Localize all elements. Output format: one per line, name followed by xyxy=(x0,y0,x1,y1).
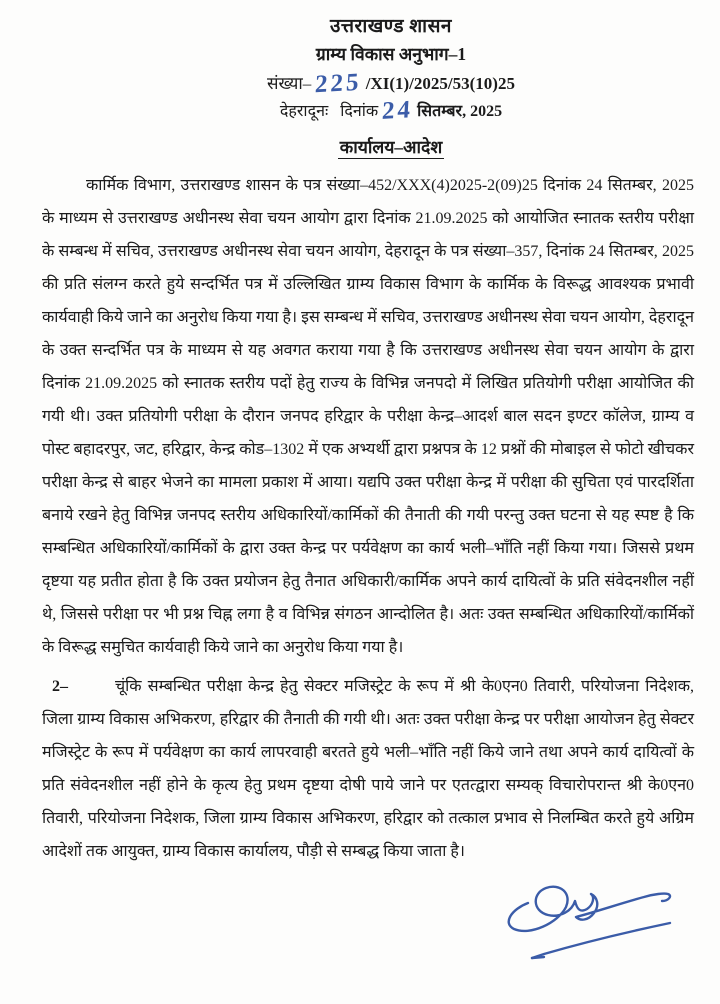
signature-block xyxy=(492,861,692,966)
date-label: दिनांक xyxy=(340,103,379,120)
paragraph-2 xyxy=(42,670,694,868)
date-month-year: सितम्बर, 2025 xyxy=(417,103,503,120)
signature-ink-icon xyxy=(492,861,692,966)
reference-number-handwritten-ink: 225 xyxy=(314,68,363,99)
paragraph-2-text: चूंकि सम्बन्धित परीक्षा केन्द्र हेतु सेक्टर मजिस्ट्रेट के रूप में श्री के0एन0 तिवारी, परियोजना निदेशक, जिला ग्राम्य विकास अभिकरण, हरिद्वार की तैनाती की गयी थी। अतः उक्त परीक्षा केन्द्र पर परीक्षा आयोजन हेतु सेक्टर मजिस्ट्रेट के रूप में पर्यवेक्षण का कार्य लापरवाही बरतते हुये भली–भाँति नहीं किये जाने तथा अपने कार्य दायित्वों के प्रति संवेदनशील नहीं होने के कृत्य हेतु प्रथम दृष्टया दोषी पाये जाने पर एतत्द्वारा सम्यक् विचारोपरान्त श्री के0एन0 तिवारी, परियोजना निदेशक, जिला ग्राम्य विकास अभिकरण, हरिद्वार को तत्काल प्रभाव से निलम्बित करते हुये अग्रिम आदेशों तक आयुक्त, ग्राम्य विकास कार्यालय, पौड़ी से सम्बद्ध किया जाता है। xyxy=(42,678,694,860)
office-order-heading xyxy=(62,135,720,159)
reference-number-code: /XI(1)/2025/53(10)25 xyxy=(365,74,515,93)
reference-number-line xyxy=(62,68,720,99)
office-order-heading-text: कार्यालय–आदेश xyxy=(339,137,443,157)
department-section-name: ग्राम्य विकास अनुभाग–1 xyxy=(315,44,467,64)
place-date-line xyxy=(62,98,720,123)
reference-number-label: संख्या– xyxy=(267,74,312,93)
paragraph-1: कार्मिक विभाग, उत्तराखण्ड शासन के पत्र संख्या–452/XXX(4)2025-2(09)25 दिनांक 24 सितम्बर, 2025 के माध्यम से उत्तराखण्ड अधीनस्थ सेवा चयन आयोग द्वारा दिनांक 21.09.2025 को आयोजित स्नातक स्तरीय परीक्षा के सम्बन्ध में सचिव, उत्तराखण्ड अधीनस्थ सेवा चयन आयोग, देहरादून के पत्र संख्या–357, दिनांक 24 सितम्बर, 2025 की प्रति संलग्न करते हुये सन्दर्भित पत्र में उल्लिखित ग्राम्य विकास विभाग के कार्मिक के विरूद्ध आवश्यक प्रभावी कार्यवाही किये जाने का अनुरोध किया गया है। इस सम्बन्ध में सचिव, उत्तराखण्ड अधीनस्थ सेवा चयन आयोग, देहरादून के उक्त सन्दर्भित पत्र के माध्यम से यह अवगत कराया गया है कि उत्तराखण्ड अधीनस्थ सेवा चयन आयोग के द्वारा दिनांक 21.09.2025 को स्नातक स्तरीय पदों हेतु राज्य के विभिन्न जनपदो में लिखित प्रतियोगी परीक्षा आयोजित की गयी थी। उक्त प्रतियोगी परीक्षा के दौरान जनपद हरिद्वार के परीक्षा केन्द्र–आदर्श बाल सदन इण्टर कॉलेज, ग्राम्य व पोस्ट बहादरपुर, जट, हरिद्वार, केन्द्र कोड–1302 में एक अभ्यर्थी द्वारा प्रश्नपत्र के 12 प्रश्नों की मोबाइल से फोटो खीचकर परीक्षा केन्द्र से बाहर भेजने का मामला प्रकाश में आया। यद्यपि उक्त परीक्षा केन्द्र में परीक्षा की सुचिता एवं पारदर्शिता बनाये रखने हेतु विभिन्न जनपद स्तरीय अधिकारियों/कार्मिकों की तैनाती की गयी परन्तु उक्त घटना से यह स्पष्ट है कि सम्बन्धित अधिकारियों/कार्मिकों के द्वारा उक्त केन्द्र पर पर्यवेक्षण का कार्य भली–भाँति नहीं किया गया। जिससे प्रथम दृष्टया यह प्रतीत होता है कि उक्त प्रयोजन हेतु तैनात अधिकारी/कार्मिक अपने कार्य दायित्वों के प्रति संवेदनशील नहीं थे, जिससे परीक्षा पर भी प्रश्न चिह्न लगा है व विभिन्न संगठन आन्दोलित है। अतः उक्त सम्बन्धित अधिकारियों/कार्मिकों के विरूद्ध समुचित कार्यवाही किये जाने का अनुरोध किया गया है। xyxy=(42,177,694,656)
letterhead xyxy=(0,0,720,159)
date-handwritten-ink: 24 xyxy=(381,96,414,125)
order-body xyxy=(0,159,720,868)
government-name: उत्तराखण्ड शासन xyxy=(330,16,452,37)
paragraph-2-number: 2– xyxy=(52,678,68,695)
place-name: देहरादूनः xyxy=(279,103,329,120)
